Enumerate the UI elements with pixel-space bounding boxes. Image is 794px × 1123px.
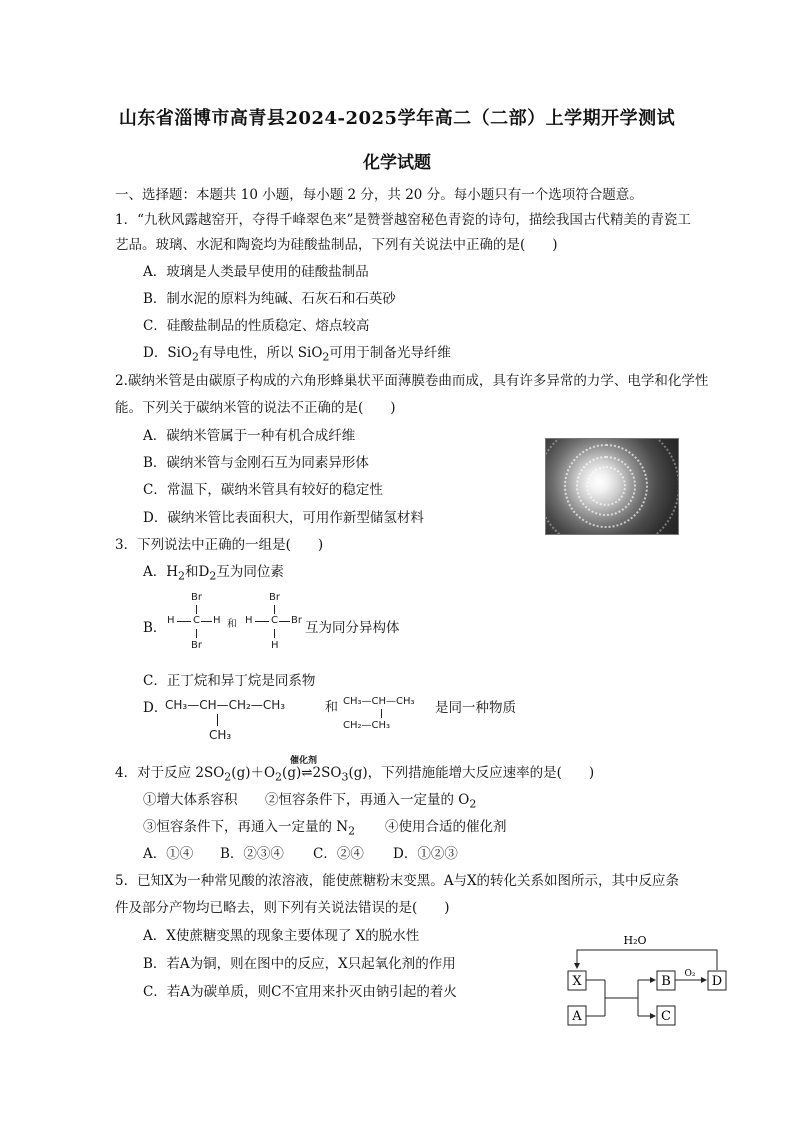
carbon-nanotube-image bbox=[545, 438, 679, 535]
q3-stem: 3．下列说法中正确的一组是( ) bbox=[115, 537, 324, 553]
q3-option-c: C．正丁烷和异丁烷是同系物 bbox=[143, 673, 316, 689]
q1-option-d: D．SiO$_2$有导电性，所以 SiO$_2$可用于制备光导纤维 bbox=[143, 345, 451, 364]
q3-option-d-text: 是同一种物质 bbox=[435, 700, 516, 716]
node-b: B bbox=[661, 974, 671, 989]
q1-stem-line1: 1．“九秋风露越窑开，夺得千峰翠色来”是赞誉越窑秘色青瓷的诗句，描绘我国古代精美的青瓷工 bbox=[115, 212, 691, 228]
h2o-label: H₂O bbox=[623, 934, 647, 947]
q5-option-a: A．X使蔗糖变黑的现象主要体现了 X的脱水性 bbox=[143, 928, 420, 944]
q4-choice-c: C．②④ bbox=[313, 846, 364, 862]
dibromomethane-structures: Br H C H Br 和 Br H C Br H bbox=[167, 592, 302, 651]
q2-option-d: D．碳纳米管比表面积大，可用作新型储氢材料 bbox=[143, 510, 424, 526]
node-a: A bbox=[572, 1009, 582, 1024]
q3-option-b-label: B． bbox=[143, 620, 167, 636]
q4-measure-1: ①增大体系容积 bbox=[143, 792, 238, 808]
q4-measure-2: ②恒容条件下，再通入一定量的 $O_2$ bbox=[265, 792, 477, 811]
q3-option-b-text: 互为同分异构体 bbox=[305, 620, 400, 636]
catalyst-label: 催化剂 bbox=[290, 756, 318, 766]
o2-label: O₂ bbox=[684, 969, 696, 979]
q5-option-c: C．若A为碳单质，则C不宜用来扑灭由钠引起的着火 bbox=[143, 984, 457, 1000]
q2-option-a: A．碳纳米管属于一种有机合成纤维 bbox=[143, 428, 356, 444]
q3-option-d-label: D． bbox=[143, 700, 168, 716]
q1-option-a: A．玻璃是人类最早使用的硅酸盐制品 bbox=[143, 264, 369, 280]
q5-option-b: B．若A为铜，则在图中的反应，X只起氧化剂的作用 bbox=[143, 956, 456, 972]
q1-option-b: B．制水泥的原料为纯碱、石灰石和石英砂 bbox=[143, 291, 396, 307]
q4-choice-b: B．②③④ bbox=[220, 846, 284, 862]
exam-subtitle: 化学试题 bbox=[363, 153, 431, 173]
conversion-diagram bbox=[560, 930, 735, 1030]
q5-stem-line2: 件及部分产物均已略去，则下列有关说法错误的是( ) bbox=[115, 900, 450, 916]
q2-stem-line1: 2.碳纳米管是由碳原子构成的六角形蜂巢状平面薄膜卷曲而成，具有许多异常的力学、电学和化学性 bbox=[115, 373, 709, 389]
q4-choice-a: A．①④ bbox=[143, 846, 194, 862]
q4-measure-3: ③恒容条件下，再通入一定量的 $N_2$ bbox=[143, 819, 356, 838]
q4-stem: 4．对于反应 $2SO_2(g)+O_2(g)\rightleftharpoons 2SO_3(g)$，下列措施能增大反应速率的是( ) bbox=[115, 765, 595, 784]
node-x: X bbox=[572, 974, 582, 989]
section-heading: 一、选择题：本题共 10 小题，每小题 2 分，共 20 分。每小题只有一个选项符合题意。 bbox=[115, 187, 643, 203]
q2-option-c: C．常温下，碳纳米管具有较好的稳定性 bbox=[143, 482, 383, 498]
exam-title: 山东省淄博市高青县2024-2025学年高二（二部）上学期开学测试 bbox=[118, 108, 676, 129]
q3-option-a: A．$H_2$和$D_2$互为同位素 bbox=[143, 564, 284, 583]
q4-measure-4: ④使用合适的催化剂 bbox=[385, 819, 507, 835]
equilibrium-arrow: ⇌ bbox=[301, 765, 313, 781]
butane-structures: CH₃—CH—CH₂—CH₃ CH₃ 和 CH₃—CH—CH₃ CH₂—CH₃ bbox=[165, 696, 415, 742]
q2-option-b: B．碳纳米管与金刚石互为同素异形体 bbox=[143, 455, 369, 471]
q1-stem-line2: 艺品。玻璃、水泥和陶瓷均为硅酸盐制品，下列有关说法中正确的是( ) bbox=[115, 237, 558, 253]
node-d: D bbox=[711, 974, 723, 989]
q4-choice-d: D．①②③ bbox=[393, 846, 458, 862]
node-c: C bbox=[661, 1009, 671, 1024]
q2-stem-line2: 能。下列关于碳纳米管的说法不正确的是( ) bbox=[115, 400, 396, 416]
q5-stem-line1: 5．已知X为一种常见酸的浓溶液，能使蔗糖粉末变黑。A与X的转化关系如图所示，其中反应条 bbox=[115, 873, 680, 889]
q1-option-c: C．硅酸盐制品的性质稳定、熔点较高 bbox=[143, 318, 370, 334]
